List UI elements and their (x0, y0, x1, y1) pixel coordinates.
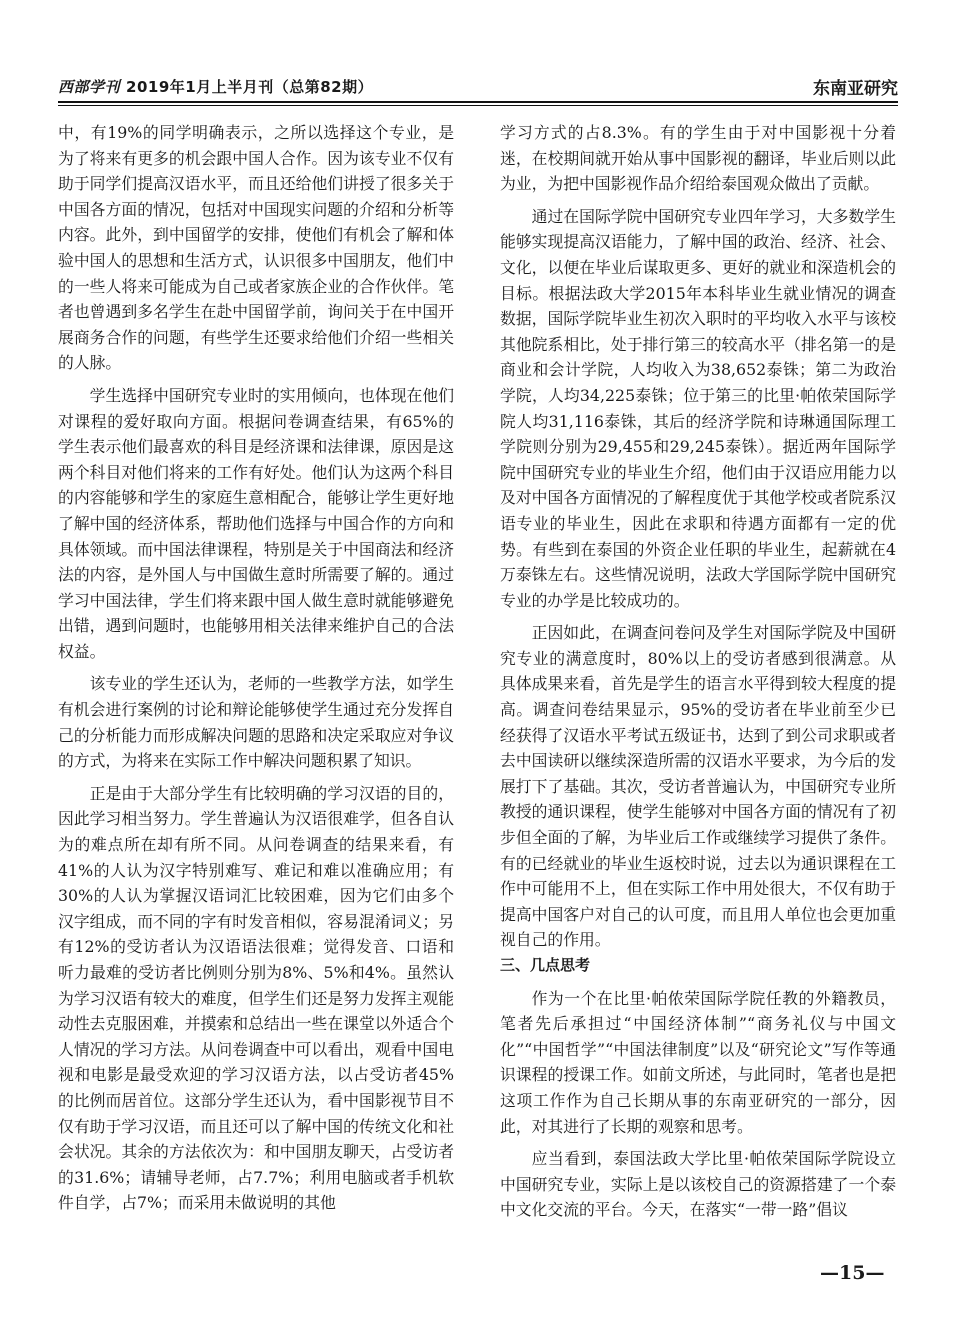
journal-name: 西部学刊 (58, 78, 121, 96)
issue-label: 2019年1月上半月刊（总第82期） (126, 78, 374, 96)
paragraph: 作为一个在比里·帕侬荣国际学院任教的外籍教员，笔者先后承担过“中国经济体制”“商务礼仪与中国文化”“中国哲学”“中国法律制度”以及“研究论文”写作等通识课程的授课工作。如前文所述，与此同时，笔者也是把这项工作作为自己长期从事的东南亚研究的一部分，因此，对其进行了长期的观察和思考。 (500, 988, 896, 1136)
paragraph-continuation: 学习方式的占8.3%。有的学生由于对中国影视十分着迷，在校期间就开始从事中国影视的翻译，毕业后则以此为业，为把中国影视作品介绍给泰国观众做出了贡献。 (500, 123, 896, 194)
section-heading: 三、几点思考 (500, 956, 591, 974)
paragraph: 正是由于大部分学生有比较明确的学习汉语的目的，因此学习相当努力。学生普遍认为汉语很难学，但各自认为的难点所在却有所不同。从问卷调查的结果来看，有41%的人认为汉字特别难写、难记和难以准确应用；有30%的人认为掌握汉语词汇比较困难，因为它们由多个汉字组成，而不同的字有时发音相似，容易混淆词义；另有12%的受访者认为汉语语法很难；觉得发音、口语和听力最难的受访者比例则分别为8%、5%和4%。虽然认为学习汉语有较大的难度，但学生们还是努力发挥主观能动性去克服困难，并摸索和总结出一些在课堂以外适合个人情况的学习方法。从问卷调查中可以看出，观看中国电视和电影是最受欢迎的学习汉语方法，以占受访者45%的比例而居首位。这部分学生还认为，看中国影视节目不仅有助于学习汉语，而且还可以了解中国的传统文化和社会状况。其余的方法依次为：和中国朋友聊天，占受访者的31.6%；请辅导老师，占7.7%；利用电脑或者手机软件自学，占7%；而采用未做说明的其他 (58, 783, 454, 1213)
paragraph: 该专业的学生还认为，老师的一些教学方法，如学生有机会进行案例的讨论和辩论能够使学生通过充分发挥自己的分析能力而形成解决问题的思路和决定采取应对争议的方式，为将来在实际工作中解决问题积累了知识。 (58, 674, 454, 771)
right-column (500, 120, 896, 1270)
section-title: 东南亚研究 (813, 79, 898, 99)
running-header (58, 72, 898, 98)
paragraph: 正因如此，在调查问卷问及学生对国际学院及中国研究专业的满意度时，80%以上的受访者感到很满意。从具体成果来看，首先是学生的语言水平得到较大程度的提高。调查问卷结果显示，95%的受访者在毕业前至少已经获得了汉语水平考试五级证书，达到了到公司求职或者去中国读研以继续深造所需的汉语水平要求，为今后的发展打下了基础。其次，受访者普遍认为，中国研究专业所教授的通识课程，使学生能够对中国各方面的情况有了初步但全面的了解，为毕业后工作或继续学习提供了条件。有的已经就业的毕业生返校时说，过去以为通识课程在工作中可能用不上，但在实际工作中用处很大，不仅有助于提高中国客户对自己的认可度，而且用人单位也会更加重视自己的作用。 (500, 623, 896, 950)
paragraph: 学生选择中国研究专业时的实用倾向，也体现在他们对课程的爱好取向方面。根据问卷调查结果，有65%的学生表示他们最喜欢的科目是经济课和法律课，原因是这两个科目对他们将来的工作有好处。他们认为这两个科目的内容能够和学生的家庭生意相配合，能够让学生更好地了解中国的经济体系，帮助他们选择与中国合作的方向和具体领域。而中国法律课程，特别是关于中国商法和经济法的内容，是外国人与中国做生意时所需要了解的。通过学习中国法律，学生们将来跟中国人做生意时就能够避免出错，遇到问题时，也能够用相关法律来维护自己的合法权益。 (58, 385, 454, 661)
header-rule-thick (58, 101, 898, 103)
header-rule-thin (58, 105, 898, 106)
paragraph: 应当看到，泰国法政大学比里·帕侬荣国际学院设立中国研究专业，实际上是以该校自己的资源搭建了一个泰中文化交流的平台。今天，在落实“一带一路”倡议 (500, 1149, 896, 1220)
paragraph: 通过在国际学院中国研究专业四年学习，大多数学生能够实现提高汉语能力，了解中国的政治、经济、社会、文化，以便在毕业后谋取更多、更好的就业和深造机会的目标。根据法政大学2015年本科毕业生就业情况的调查数据，国际学院毕业生初次入职时的平均收入水平与该校其他院系相比，处于排行第三的较高水平（排名第一的是商业和会计学院，人均收入为38,652泰铢；第二为政治学院，人均34,225泰铢；位于第三的比里·帕侬荣国际学院人均31,116泰铢，其后的经济学院和诗琳通国际理工学院则分别为29,455和29,245泰铢）。据近两年国际学院中国研究专业的毕业生介绍，他们由于汉语应用能力以及对中国各方面情况的了解程度优于其他学校或者院系汉语专业的毕业生，因此在求职和待遇方面都有一定的优势。有些到在泰国的外资企业任职的毕业生，起薪就在4万泰铢左右。这些情况说明，法政大学国际学院中国研究专业的办学是比较成功的。 (500, 206, 896, 610)
page-number: —15— (820, 1262, 885, 1284)
left-column (58, 120, 454, 1270)
paragraph-continuation: 中，有19%的同学明确表示，之所以选择这个专业，是为了将来有更多的机会跟中国人合作。因为该专业不仅有助于同学们提高汉语水平，而且还给他们讲授了很多关于中国各方面的情况，包括对中国现实问题的介绍和分析等内容。此外，到中国留学的安排，使他们有机会了解和体验中国人的思想和生活方式，认识很多中国朋友，他们中的一些人将来可能成为自己或者家族企业的合作伙伴。笔者也曾遇到多名学生在赴中国留学前，询问关于在中国开展商务合作的问题，有些学生还要求给他们介绍一些相关的人脉。 (58, 123, 454, 373)
journal-info (58, 76, 373, 97)
